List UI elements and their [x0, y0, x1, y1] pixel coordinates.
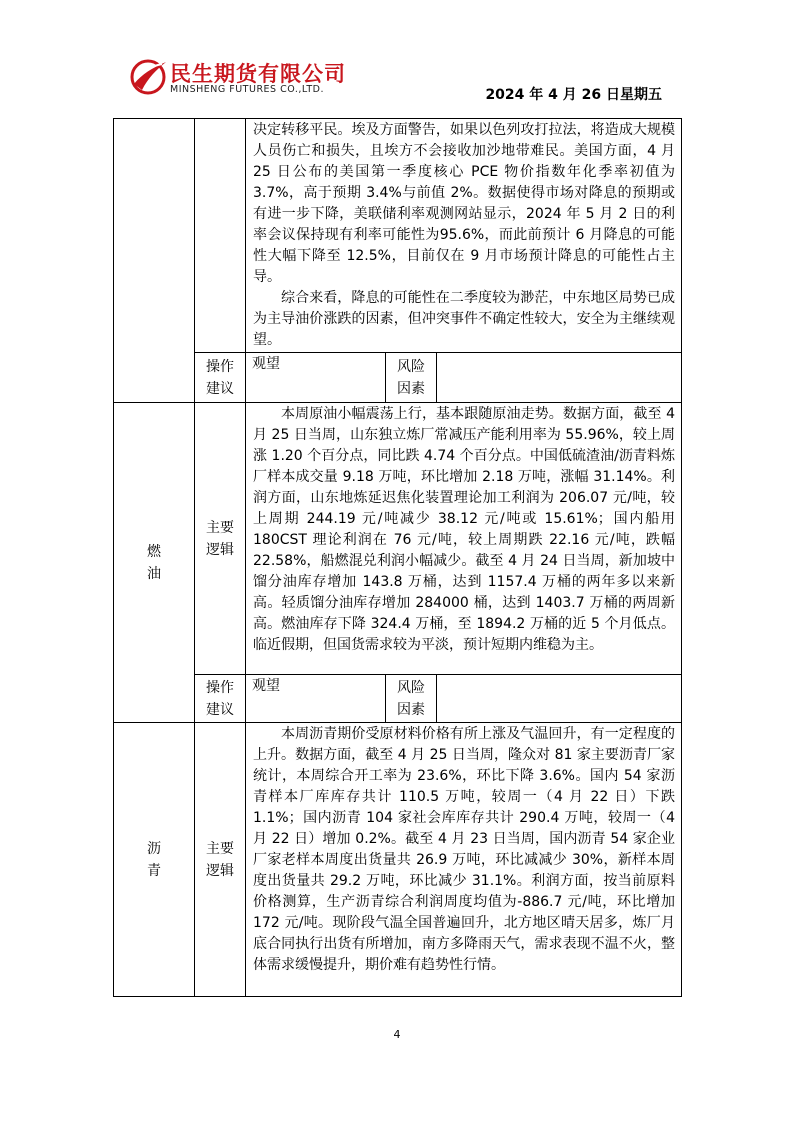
crude-category-cell	[114, 119, 195, 403]
report-date: 2024 年 4 月 26 日星期五	[485, 87, 662, 103]
commodity-analysis-table	[113, 118, 682, 997]
fuel-category-label: 燃油	[147, 543, 161, 582]
crude-risk-label: 风险因素	[397, 358, 425, 397]
company-logo	[128, 56, 360, 100]
fuel-op-label: 操作建议	[206, 679, 234, 718]
fuel-risk-label-cell	[386, 675, 437, 723]
asphalt-logic-label: 主要逻辑	[206, 840, 234, 879]
fuel-logic-row	[114, 403, 682, 675]
crude-op-label-cell	[195, 353, 246, 403]
crude-risk-value	[437, 353, 682, 403]
fuel-risk-label: 风险因素	[397, 679, 425, 718]
company-name-cn: 民生期货有限公司	[170, 62, 346, 86]
crude-risk-label-cell	[386, 353, 437, 403]
fuel-logic-label: 主要逻辑	[206, 519, 234, 558]
fuel-logic-content	[246, 403, 682, 675]
asphalt-logic-text: 本周沥青期价受原材料价格有所上涨及气温回升，有一定程度的上升。数据方面，截至 4 月 25 日当周，隆众对 81 家主要沥青厂家统计，本周综合开工率为 23.6%，环比下降 3.6%。国内 54 家沥青样本厂库库存共计 110.5 万吨，较周一（4 月 22 日）下跌 1.1%；国内沥青 104 家社会库库存共计 290.4 万吨，较周一（4 月 22 日）增加 0.2%。截至 4 月 23 日当周，国内沥青 54 家企业厂家老样本周度出货量共 26.9 万吨，环比减减少 30%，新样本周度出货量共 29.2 万吨，环比减少 31.1%。利润方面，按当前原料价格测算，生产沥青综合利润周度均值为-886.7 元/吨，环比增加 172 元/吨。现阶段气温全国普遍回升，北方地区晴天居多，炼厂月底合同执行出货有所增加，南方多降雨天气，需求表现不温不火，整体需求缓慢提升，期价难有趋势性行情。	[253, 726, 676, 973]
crude-paragraph-2: 综合来看，降息的可能性在二季度较为渺茫，中东地区局势已成为主导油价涨跌的因素，但冲突事件不确定性较大，安全为主继续观望。	[253, 290, 676, 348]
asphalt-logic-content	[246, 723, 682, 997]
crude-op-row	[114, 353, 682, 403]
page-number: 4	[393, 1028, 401, 1041]
asphalt-logic-label-cell	[195, 723, 246, 997]
crude-logic-label-cell	[195, 119, 246, 353]
asphalt-logic-row	[114, 723, 682, 997]
page-header	[0, 0, 794, 118]
crude-logic-row	[114, 119, 682, 353]
company-name-en: MINSHENG FUTURES CO.,LTD.	[170, 84, 324, 95]
fuel-op-label-cell	[195, 675, 246, 723]
asphalt-category-label: 沥青	[147, 840, 161, 879]
fuel-op-value: 观望	[246, 675, 386, 723]
fuel-category-cell	[114, 403, 195, 723]
fuel-logic-label-cell	[195, 403, 246, 675]
crude-logic-content	[246, 119, 682, 353]
asphalt-category-cell	[114, 723, 195, 997]
minsheng-logo-icon	[128, 56, 168, 96]
fuel-risk-value	[437, 675, 682, 723]
fuel-logic-text: 本周原油小幅震荡上行，基本跟随原油走势。数据方面，截至 4 月 25 日当周，山东独立炼厂常减压产能利用率为 55.96%，较上周涨 1.20 个百分点，同比跌 4.74 个百分点。中国低硫渣油/沥青料炼厂样本成交量 9.18 万吨，环比增加 2.18 万吨，涨幅 31.14%。利润方面，山东地炼延迟焦化装置理论加工利润为 206.07 元/吨，较上周期 244.19 元/吨减少 38.12 元/吨或 15.61%；国内船用 180CST 理论利润在 76 元/吨，较上周期跌 22.16 元/吨，跌幅 22.58%，船燃混兑利润小幅减少。截至 4 月 24 日当周，新加坡中馏分油库存增加 143.8 万桶，达到 1157.4 万桶的两年多以来新高。轻质馏分油库存增加 284000 桶，达到 1403.7 万桶的两周新高。燃油库存下降 324.4 万桶，至 1894.2 万桶的近 5 个月低点。临近假期，但国货需求较为平淡，预计短期内维稳为主。	[253, 406, 676, 653]
fuel-op-row	[114, 675, 682, 723]
crude-paragraph-1: 决定转移平民。埃及方面警告，如果以色列攻打拉法，将造成大规模人员伤亡和损失，且埃方不会接收加沙地带难民。美国方面，4 月 25 日公布的美国第一季度核心 PCE 物价指数年化季率初值为 3.7%，高于预期 3.4%与前值 2%。数据使得市场对降息的预期或有进一步下降，美联储利率观测网站显示，2024 年 5 月 2 日的利率会议保持现有利率可能性为95.6%，而此前预计 6 月降息的可能性大幅下降至 12.5%，目前仅在 9 月市场预计降息的可能性占主导。	[253, 122, 676, 285]
crude-op-label: 操作建议	[206, 358, 234, 397]
crude-op-value: 观望	[246, 353, 386, 403]
